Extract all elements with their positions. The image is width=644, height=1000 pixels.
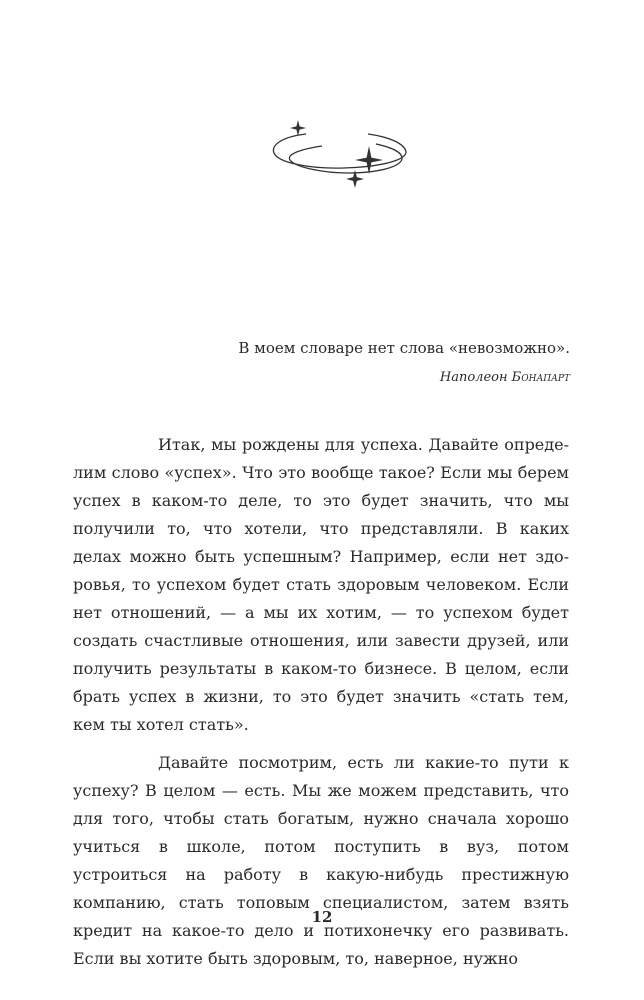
epigraph-author	[150, 369, 570, 387]
epigraph	[150, 338, 570, 387]
paragraph: Давайте посмотрим, есть ли какие-то пути к успеху? В целом — есть. Мы же можем представить, что для того, чтобы стать богатым, нужно сначала хорошо учиться в школе, потом поступить в вуз, потом устроиться на работу в какую-нибудь престижную компанию, стать топовым специалистом, затем взять кредит на какое-то дело и потихонечку его развивать. Если вы хотите быть здоровым, то, наверное, нужно	[73, 753, 569, 968]
epigraph-author-last: Бонапарт	[511, 370, 570, 385]
epigraph-quote: В моем словаре нет слова «невозможно».	[238, 339, 570, 357]
epigraph-author-first: Наполеон	[439, 370, 508, 385]
body-text	[73, 431, 569, 973]
page-number: 12	[311, 908, 333, 926]
orbit-sparkles-icon	[266, 116, 416, 196]
paragraph: Итак, мы рождены для успеха. Давайте определим слово «успех». Что это вообще такое? Если мы берем успех в каком-то деле, то это будет значить, что мы получили то, что хотели, что представляли. В каких делах можно быть успешным? Например, если нет здоровья, то успехом будет стать здоровым человеком. Если нет отношений, — а мы их хотим, — то успехом будет создать счастливые отношения, или завести друзей, или получить результаты в каком-то бизнесе. В целом, если брать успех в жизни, то это будет значить «стать тем, кем ты хотел стать».	[73, 435, 569, 734]
